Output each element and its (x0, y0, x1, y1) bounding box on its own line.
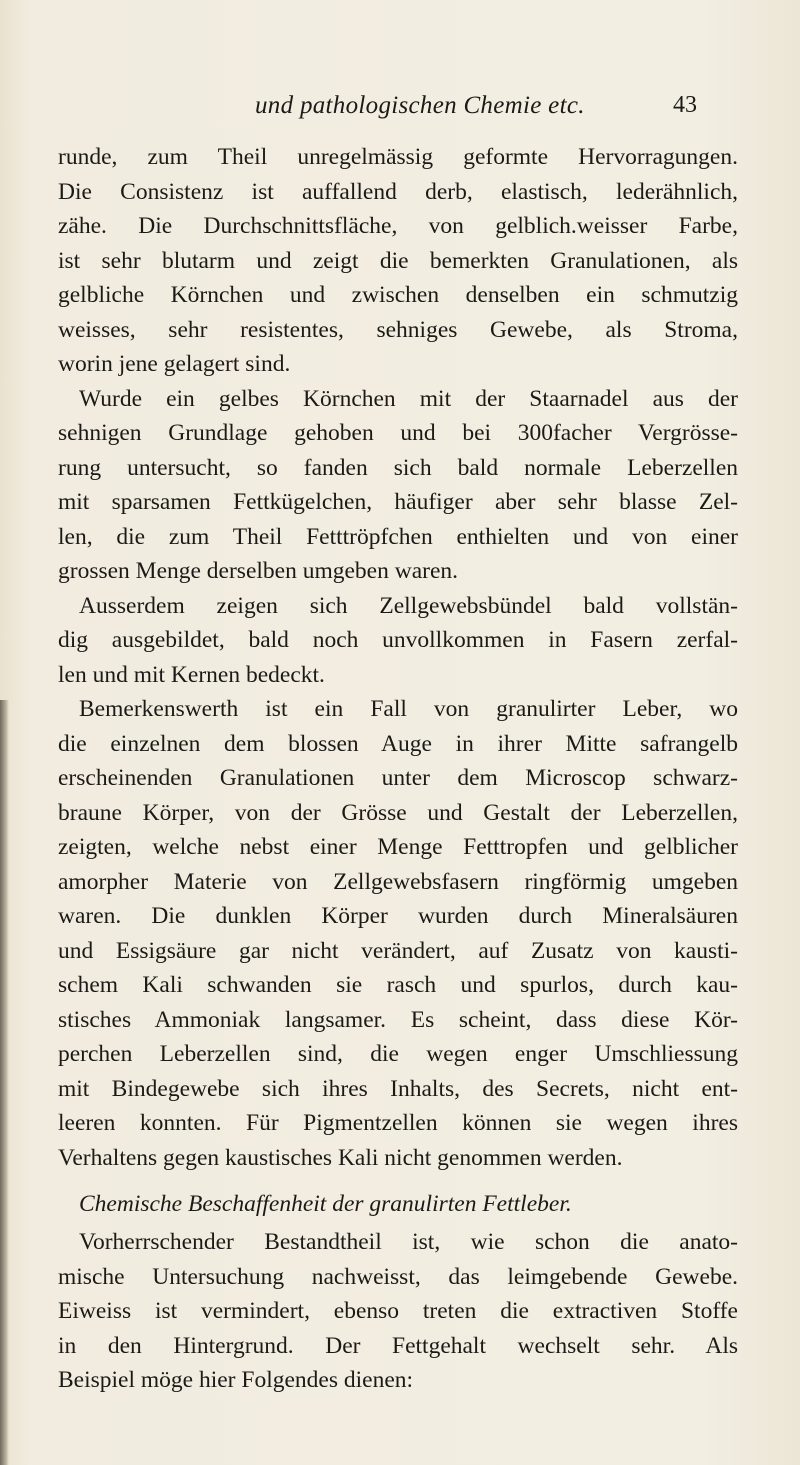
running-header (0, 92, 800, 132)
text-line: und Essigsäure gar nicht verändert, auf Zusatz von kausti- (58, 937, 738, 964)
text-line: zähe. Die Durchschnittsfläche, von gelblich.weisser Farbe, (58, 213, 738, 239)
text-line: rung untersucht, so fanden sich bald normale Leberzellen (58, 454, 738, 481)
text-line: Die Consistenz ist auffallend derb, elastisch, lederähnlich, (58, 178, 738, 205)
text-line: in den Hintergrund. Der Fettgehalt wechselt sehr. Als (58, 1332, 738, 1359)
text-line: mit Bindegewebe sich ihres Inhalts, des Secrets, nicht ent- (58, 1075, 738, 1102)
text-line: gelbliche Körnchen und zwischen denselben ein schmutzig (58, 282, 738, 308)
text-line: Wurde ein gelbes Körnchen mit der Staarnadel aus der (79, 385, 738, 412)
text-line: mit sparsamen Fettkügelchen, häufiger aber sehr blasse Zel- (58, 489, 738, 515)
text-line: Vorherrschender Bestandtheil ist, wie schon die anato- (79, 1229, 738, 1255)
text-line: len, die zum Theil Fetttröpfchen enthielten und von einer (58, 523, 738, 550)
text-line: Bemerkenswerth ist ein Fall von granulirter Leber, wo (79, 696, 738, 722)
section-heading: Chemische Beschaffenheit der granulirten Fettleber. (79, 1191, 572, 1217)
text-line: erscheinenden Granulationen unter dem Microscop schwarz- (58, 765, 738, 791)
text-line: sehnigen Grundlage gehoben und bei 300facher Vergrösse- (58, 420, 738, 446)
text-line: schem Kali schwanden sie rasch und spurlos, durch kau- (58, 972, 738, 998)
text-line: amorpher Materie von Zellgewebsfasern ringförmig umgeben (58, 868, 738, 895)
text-line: ist sehr blutarm und zeigt die bemerkten Granulationen, als (58, 247, 738, 274)
text-line: worin jene gelagert sind. (58, 351, 291, 377)
text-line: Beispiel möge hier Folgendes dienen: (58, 1367, 414, 1393)
running-header-title: und pathologischen Chemie etc. (255, 92, 585, 119)
text-line: perchen Leberzellen sind, die wegen enger Umschliessung (58, 1041, 738, 1067)
text-line: runde, zum Theil unregelmässig geformte Hervorragungen. (58, 144, 738, 170)
text-line: Verhaltens gegen kaustisches Kali nicht genommen werden. (58, 1144, 623, 1171)
body-text (58, 140, 738, 1398)
text-line: dig ausgebildet, bald noch unvollkommen in Fasern zerfal- (58, 627, 738, 653)
text-line: zeigten, welche nebst einer Menge Fetttropfen und gelblicher (58, 834, 738, 860)
text-line: Ausserdem zeigen sich Zellgewebsbündel bald vollstän- (79, 592, 738, 619)
binding-shadow (0, 700, 9, 1465)
page-number: 43 (673, 92, 697, 118)
text-line: mische Untersuchung nachweisst, das leimgebende Gewebe. (58, 1263, 738, 1290)
text-line: Eiweiss ist vermindert, ebenso treten die extractiven Stoffe (58, 1298, 738, 1324)
text-line: len und mit Kernen bedeckt. (58, 661, 325, 688)
text-line: weisses, sehr resistentes, sehniges Gewebe, als Stroma, (58, 316, 738, 343)
text-line: stisches Ammoniak langsamer. Es scheint, dass diese Kör- (58, 1006, 738, 1033)
text-line: die einzelnen dem blossen Auge in ihrer Mitte safrangelb (58, 730, 738, 757)
text-line: grossen Menge derselben umgeben waren. (58, 558, 459, 584)
text-line: braune Körper, von der Grösse und Gestalt der Leberzellen, (58, 799, 738, 826)
text-line: leeren konnten. Für Pigmentzellen können sie wegen ihres (58, 1110, 738, 1136)
text-line: waren. Die dunklen Körper wurden durch Mineralsäuren (58, 903, 738, 929)
